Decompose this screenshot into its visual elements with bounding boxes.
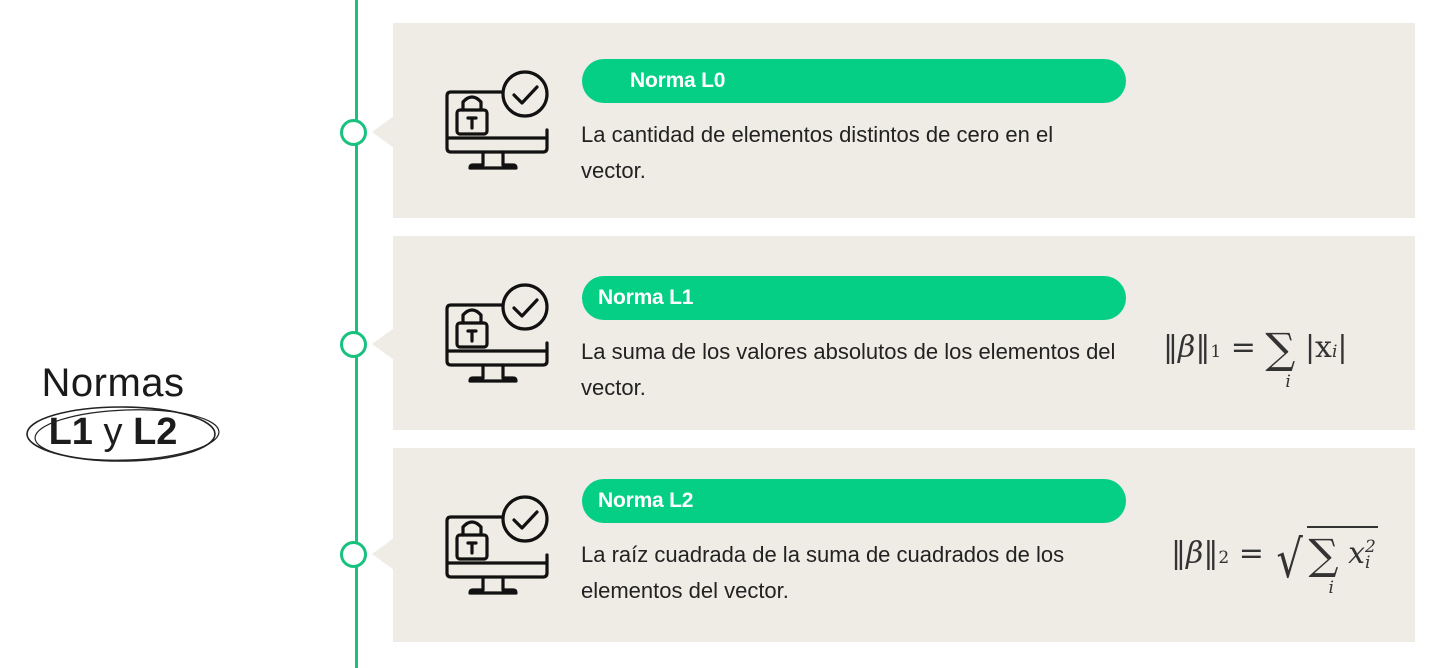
formula-l1: ‖β‖1 = ∑ i |xi| [1163,324,1348,392]
monitor-lock-check-icon [443,493,553,603]
pill-norma-l1: Norma L1 [582,276,1126,320]
monitor-lock-check-icon [443,281,553,391]
formula-l2-norm-sub: 2 [1218,548,1230,568]
timeline-node-l2 [340,541,367,568]
formula-l2-sum-index: i [1328,578,1334,598]
formula-l1-term: |x [1304,330,1332,365]
formula-l1-sum-index: i [1285,372,1291,392]
formula-l2-term-sub: i [1365,553,1371,573]
formula-l2: ‖β‖2 = √ ∑ i x 2 i [1171,526,1378,590]
section-title [8,360,218,458]
title-l1-l2 [23,406,204,458]
card-pointer [372,116,394,148]
pill-norma-l2: Norma L2 [582,479,1126,523]
monitor-lock-check-icon [443,68,553,178]
description-l0: La cantidad de elementos distintos de cero en el vector. [581,122,1054,183]
title-l1: L1 [48,411,93,453]
formula-l2-term: x [1348,536,1365,571]
card-norma-l2 [393,448,1415,642]
formula-l1-norm-sub: 1 [1210,342,1222,362]
card-norma-l1 [393,236,1415,430]
timeline-node-l1 [340,331,367,358]
formula-l2-term-sup: 2 [1365,537,1376,557]
description-l2: La raíz cuadrada de la suma de cuadrados de los elementos del vector. [581,542,1065,603]
formula-l1-term-end: | [1337,330,1348,365]
timeline-node-l0 [340,119,367,146]
title-connector: y [103,411,123,453]
formula-l1-term-sub: i [1331,342,1338,362]
title-normas: Normas [41,361,185,405]
title-l2: L2 [133,411,178,453]
card-pointer [372,328,394,360]
description-l1: La suma de los valores absolutos de los elementos del vector. [581,339,1116,400]
card-norma-l0 [393,23,1415,218]
card-pointer [372,538,394,570]
pill-norma-l0: Norma L0 [582,59,1126,103]
